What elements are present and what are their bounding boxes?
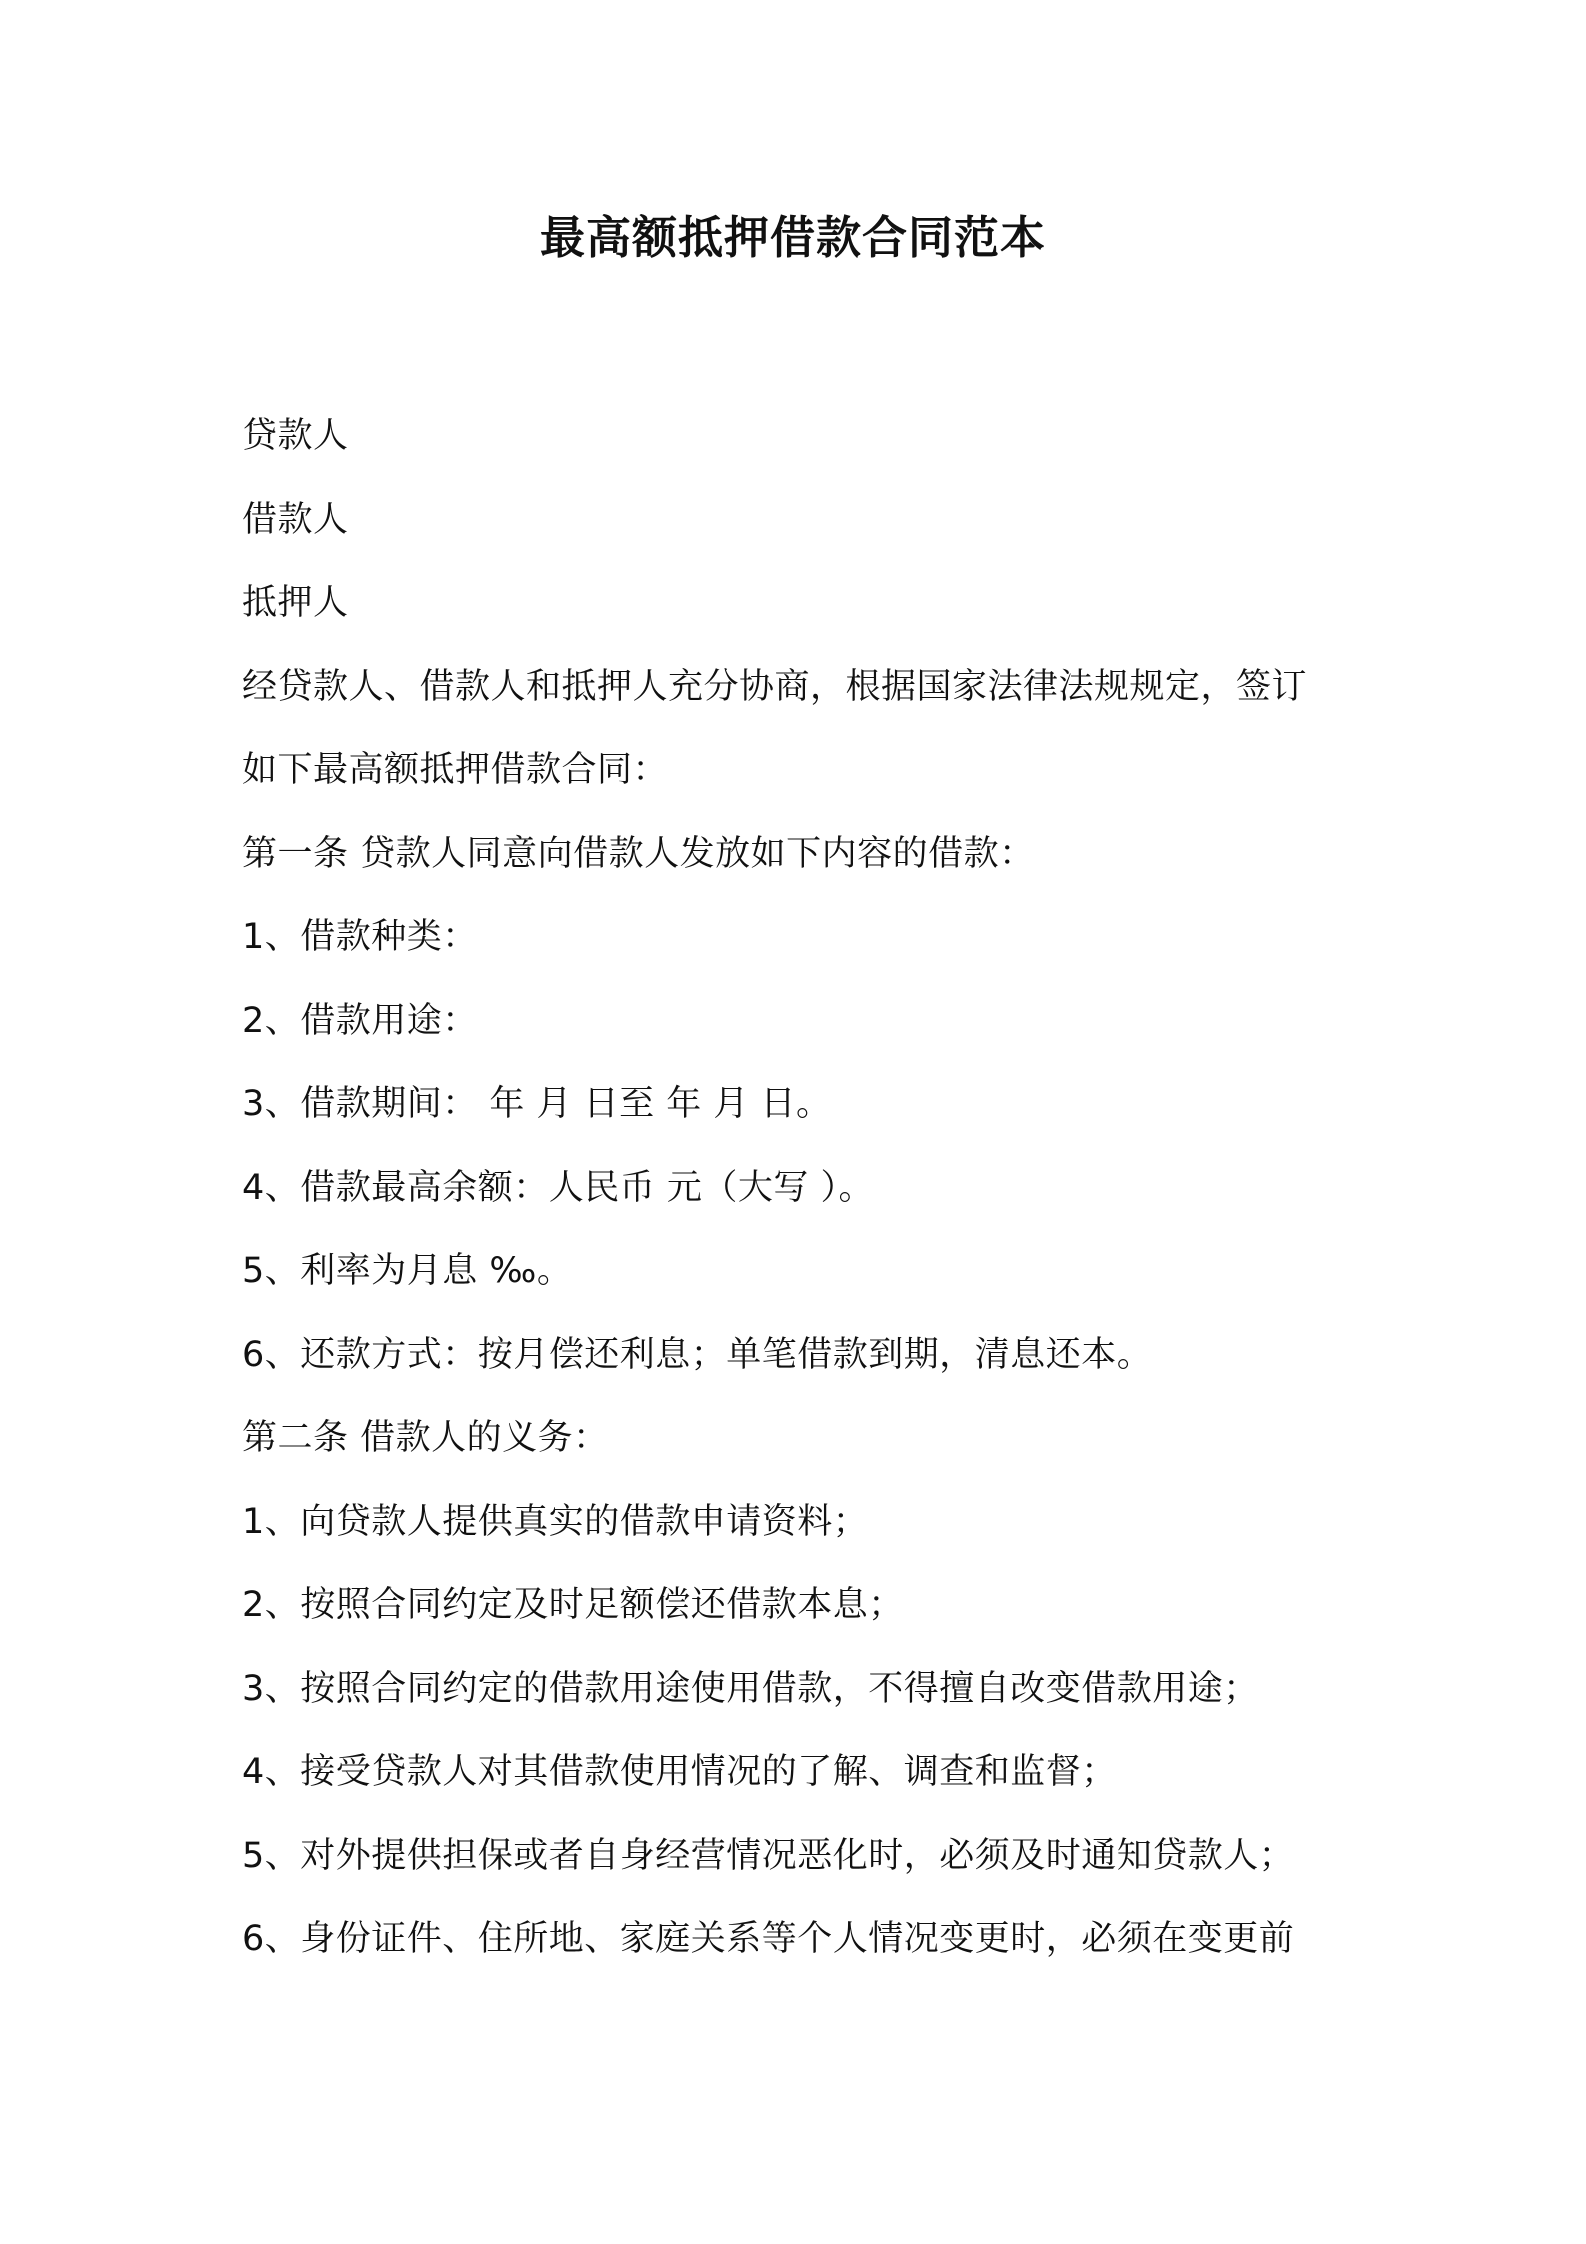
article-2-item-2: 2、按照合同约定及时足额偿还借款本息；	[242, 1585, 904, 1625]
article-1-item-3: 3、借款期间： 年 月 日至 年 月 日。	[242, 1084, 832, 1124]
article-1-heading: 第一条 贷款人同意向借款人发放如下内容的借款：	[242, 833, 1035, 874]
article-1-item-1: 1、借款种类：	[242, 917, 478, 957]
party-borrower-label: 借款人	[242, 499, 349, 540]
party-mortgagor-label: 抵押人	[242, 583, 349, 623]
document-title: 最高额抵押借款合同范本	[539, 211, 1046, 264]
preamble-line-1: 经贷款人、借款人和抵押人充分协商，根据国家法律法规规定，签订	[242, 666, 1308, 707]
article-1-item-5: 5、利率为月息 ‰。	[242, 1251, 573, 1291]
article-1-item-6: 6、还款方式：按月偿还利息；单笔借款到期，清息还本。	[242, 1334, 1153, 1375]
contract-body	[242, 406, 1362, 1993]
preamble-line-2: 如下最高额抵押借款合同：	[242, 750, 669, 790]
article-1-item-2: 2、借款用途：	[242, 1000, 478, 1041]
article-2-item-5: 5、对外提供担保或者自身经营情况恶化时，必须及时通知贷款人；	[242, 1835, 1295, 1876]
article-2-item-1: 1、向贷款人提供真实的借款申请资料；	[242, 1501, 869, 1542]
article-1-item-4: 4、借款最高余额：人民币 元（大写 ）。	[242, 1167, 875, 1208]
article-2-item-3: 3、按照合同约定的借款用途使用借款，不得擅自改变借款用途；	[242, 1668, 1259, 1709]
article-2-item-6: 6、身份证件、住所地、家庭关系等个人情况变更时，必须在变更前	[242, 1919, 1295, 1959]
article-2-heading: 第二条 借款人的义务：	[242, 1418, 609, 1458]
article-2-item-4: 4、接受贷款人对其借款使用情况的了解、调查和监督；	[242, 1752, 1117, 1792]
party-lender-label: 贷款人	[242, 416, 349, 456]
